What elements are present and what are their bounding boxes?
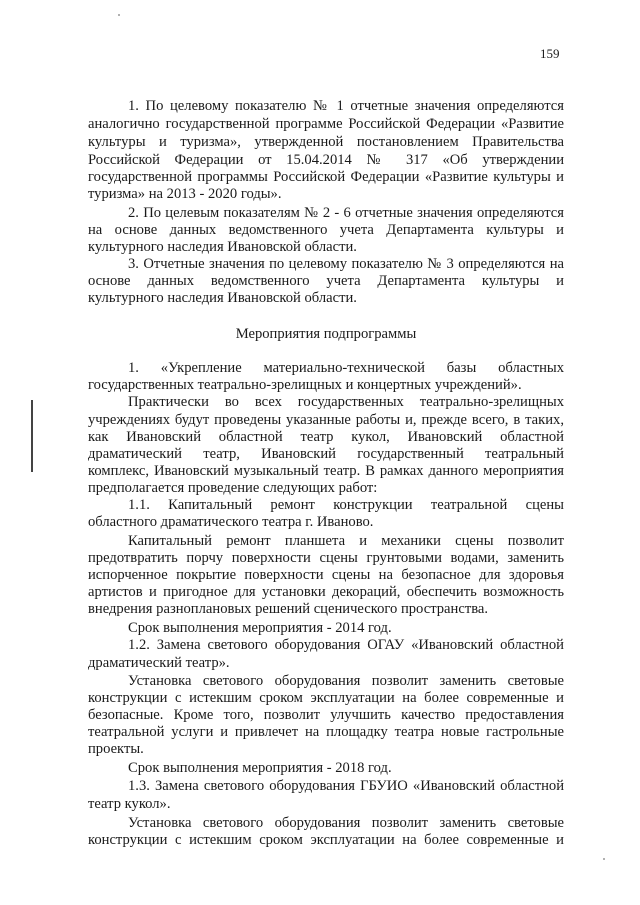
- text-line: безопасные. Кроме того, позволит улучшить качество предоставления: [88, 707, 564, 723]
- text-line: туризма» на 2013 - 2020 годы».: [88, 186, 282, 202]
- text-line: Российской Федерации от 15.04.2014 № 317 «Об утверждении: [88, 152, 564, 168]
- text-line: учреждениях будут проведены указанные работы и, прежде всего, в таких,: [88, 412, 564, 428]
- text-line: проекты.: [88, 741, 144, 757]
- scan-speck: [118, 14, 120, 16]
- text-line: Срок выполнения мероприятия - 2018 год.: [128, 760, 392, 776]
- text-line: конструкции с истекшим сроком эксплуатации на более современные и: [88, 690, 564, 706]
- text-line: государственной программы Российской Федерации «Развитие культуры и: [88, 169, 564, 185]
- text-line: Капитальный ремонт планшета и механики сцены позволит: [128, 533, 564, 549]
- text-line: государственных театрально-зрелищных и концертных учреждений».: [88, 377, 522, 393]
- text-line: культуры и туризма», утвержденной постановлением Правительства: [88, 134, 564, 150]
- text-line: испорченное покрытие поверхности сцены на безопасное для здоровья: [88, 567, 564, 583]
- text-line: театр кукол».: [88, 796, 171, 812]
- text-line: предотвратить порчу поверхности сцены грунтовыми водами, заменить: [88, 550, 564, 566]
- text-line: как Ивановский областной театр кукол, Ивановский областной: [88, 429, 564, 445]
- text-line: театральной услуги и привлечет на площадку театра новые гастрольные: [88, 724, 564, 740]
- text-line: предполагается проведение следующих работ:: [88, 480, 378, 496]
- text-line: Практически во всех государственных театрально-зрелищных: [128, 394, 564, 410]
- text-line: комплекс, Ивановский музыкальный театр. В рамках данного мероприятия: [88, 463, 564, 479]
- text-line: Срок выполнения мероприятия - 2014 год.: [128, 620, 392, 636]
- text-line: 3. Отчетные значения по целевому показателю № 3 определяются на: [128, 256, 564, 272]
- text-line: культурного наследия Ивановской области.: [88, 239, 357, 255]
- text-line: на основе данных ведомственного учета Департамента культуры и: [88, 222, 564, 238]
- text-line: Установка светового оборудования позволит заменить световые: [128, 673, 564, 689]
- text-line: областного драматического театра г. Иваново.: [88, 514, 374, 530]
- text-line: 1.1. Капитальный ремонт конструкции театральной сцены: [128, 497, 564, 513]
- text-line: 1. «Укрепление материально-технической базы областных: [128, 360, 564, 376]
- text-line: 1. По целевому показателю № 1 отчетные значения определяются: [128, 98, 564, 114]
- text-line: основе данных ведомственного учета Департамента культуры и: [88, 273, 564, 289]
- text-line: аналогично государственной программе Российской Федерации «Развитие: [88, 116, 564, 132]
- text-line: культурного наследия Ивановской области.: [88, 290, 357, 306]
- margin-mark: [31, 400, 33, 472]
- text-line: 1.2. Замена светового оборудования ОГАУ «Ивановский областной: [128, 637, 564, 653]
- section-heading: Мероприятия подпрограммы: [235, 326, 417, 342]
- scan-speck: [603, 858, 605, 860]
- text-line: внедрения разноплановых решений сценического пространства.: [88, 601, 489, 617]
- text-line: драматический театр».: [88, 655, 230, 671]
- text-line: драматический театр, Ивановский государственный театральный: [88, 446, 564, 462]
- text-line: 1.3. Замена светового оборудования ГБУИО «Ивановский областной: [128, 778, 564, 794]
- text-line: конструкции с истекшим сроком эксплуатации на более современные и: [88, 832, 564, 848]
- page-number: 159: [540, 46, 560, 61]
- text-line: артистов и пригодное для установки декораций, обеспечить возможность: [88, 584, 564, 600]
- text-line: Установка светового оборудования позволит заменить световые: [128, 815, 564, 831]
- text-line: 2. По целевым показателям № 2 - 6 отчетные значения определяются: [128, 205, 564, 221]
